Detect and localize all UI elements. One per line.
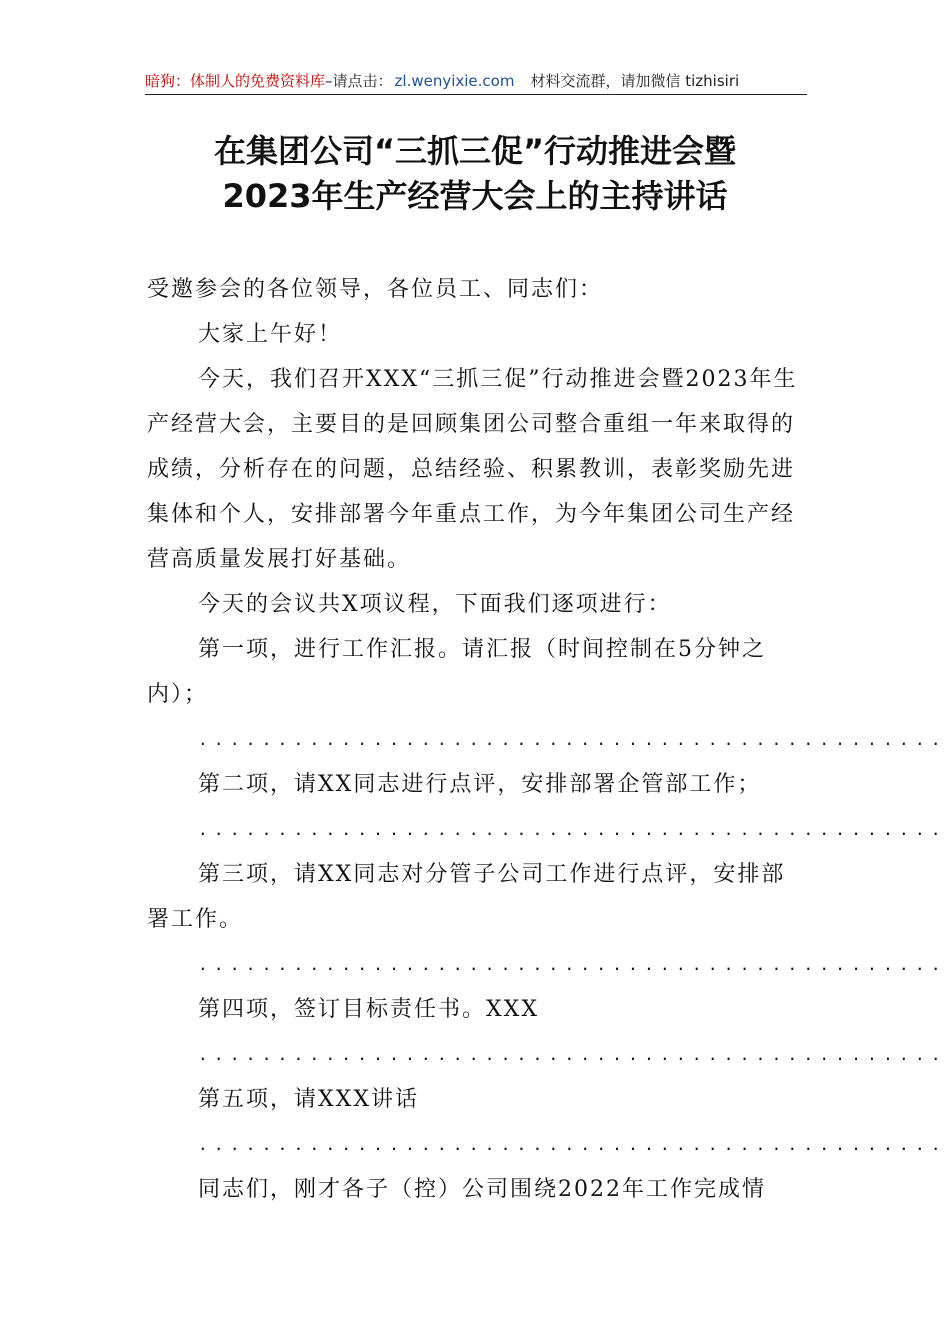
dotted-separator: ...............................................	[198, 955, 947, 974]
intro-paragraph: 今天，我们召开XXX“三抓三促”行动推进会暨2023年生产经营大会，主要目的是回顾集团公司整合重组一年来取得的成绩，分析存在的问题，总结经验、积累教训，表彰奖励先进集体和个人，安排部署今年重点工作，为今年集团公司生产经营高质量发展打好基础。	[147, 367, 798, 572]
dotted-separator: ...............................................	[198, 820, 947, 839]
closing-paragraph: 同志们，刚才各子（控）公司围绕2022年工作完成情	[198, 1177, 766, 1202]
header-hint: –请点击：	[325, 72, 393, 90]
document-title-line-1: 在集团公司“三抓三促”行动推进会暨	[213, 132, 737, 170]
header-link[interactable]: zl.wenyixie.com	[394, 72, 515, 90]
greeting: 大家上午好！	[198, 322, 343, 347]
agenda-item-3: 第三项，请XX同志对分管子公司工作进行点评，安排部署工作。	[147, 862, 786, 932]
dotted-separator: ...............................................	[198, 1045, 947, 1064]
dotted-separator: ...............................................	[198, 1135, 947, 1154]
salutation: 受邀参会的各位领导，各位员工、同志们：	[147, 277, 604, 302]
agenda-intro: 今天的会议共X项议程，下面我们逐项进行：	[198, 592, 672, 617]
agenda-item-4: 第四项，签订目标责任书。XXX	[198, 997, 539, 1022]
header-contact: 材料交流群，请加微信 tizhisiri	[530, 72, 740, 90]
agenda-item-2: 第二项，请XX同志进行点评，安排部署企管部工作；	[198, 772, 762, 797]
page-header	[145, 70, 807, 95]
dotted-separator: ...............................................	[198, 730, 947, 749]
document-title-line-2: 2023年生产经营大会上的主持讲话	[222, 177, 728, 215]
agenda-item-5: 第五项，请XXX讲话	[198, 1087, 419, 1112]
document-body	[147, 267, 947, 1212]
agenda-item-1: 第一项，进行工作汇报。请汇报（时间控制在5分钟之内）；	[147, 637, 766, 707]
header-brand: 暗狗：体制人的免费资料库	[145, 72, 326, 90]
